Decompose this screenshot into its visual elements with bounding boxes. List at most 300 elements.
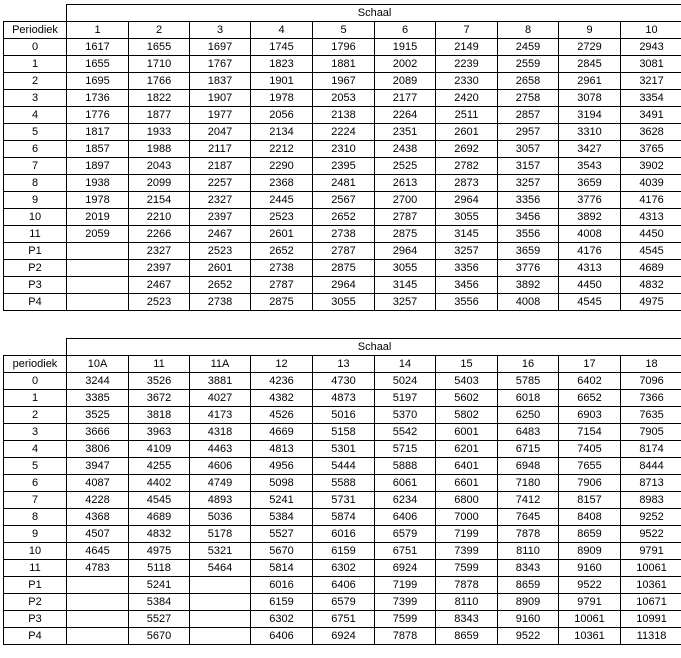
salary-cell: 5527 (129, 611, 190, 628)
salary-cell: 7905 (621, 424, 681, 441)
salary-cell: 1745 (251, 39, 313, 56)
salary-cell: 5602 (436, 390, 498, 407)
salary-cell: 4228 (67, 492, 129, 509)
salary-cell: 4507 (67, 526, 129, 543)
salary-cell: 1938 (67, 175, 129, 192)
salary-cell: 5321 (190, 543, 251, 560)
salary-cell: 4008 (559, 226, 621, 243)
salary-cell: 7180 (498, 475, 559, 492)
salary-cell: 5444 (313, 458, 375, 475)
salary-cell: 3776 (498, 260, 559, 277)
periodiek-label: 2 (4, 407, 67, 424)
salary-cell (190, 611, 251, 628)
salary-cell: 6751 (313, 611, 375, 628)
salary-cell: 2652 (251, 243, 313, 260)
salary-cell: 3818 (129, 407, 190, 424)
salary-cell: 1977 (190, 107, 251, 124)
salary-cell: 8983 (621, 492, 681, 509)
scale-column-header: 10A (67, 356, 129, 373)
salary-cell: 6751 (375, 543, 436, 560)
salary-cell: 7635 (621, 407, 681, 424)
salary-cell: 9791 (559, 594, 621, 611)
salary-cell: 3628 (621, 124, 681, 141)
salary-cell: 2857 (498, 107, 559, 124)
salary-cell: 2782 (436, 158, 498, 175)
table-row (4, 458, 681, 475)
periodiek-label: 9 (4, 526, 67, 543)
salary-cell: 4087 (67, 475, 129, 492)
table-row (4, 628, 681, 645)
salary-cell: 3543 (559, 158, 621, 175)
salary-cell: 1617 (67, 39, 129, 56)
salary-cell: 5016 (313, 407, 375, 424)
salary-cell: 4606 (190, 458, 251, 475)
scale-column-header: 10 (621, 22, 681, 39)
salary-cell: 2738 (190, 294, 251, 311)
salary-cell: 3385 (67, 390, 129, 407)
salary-cell: 6924 (375, 560, 436, 577)
salary-cell: 6406 (375, 509, 436, 526)
salary-cell: 1736 (67, 90, 129, 107)
salary-cell: 4975 (129, 543, 190, 560)
schaal-group-header: Schaal (67, 5, 681, 22)
salary-cell: 3217 (621, 73, 681, 90)
salary-cell: 6948 (498, 458, 559, 475)
periodiek-header: periodiek (4, 356, 67, 373)
periodiek-label: P2 (4, 594, 67, 611)
salary-cell: 10361 (621, 577, 681, 594)
salary-cell: 7599 (375, 611, 436, 628)
salary-cell: 2257 (190, 175, 251, 192)
salary-cell: 5241 (129, 577, 190, 594)
salary-cell: 3776 (559, 192, 621, 209)
table-row (4, 390, 681, 407)
salary-cell: 2525 (375, 158, 436, 175)
scale-column-header: 4 (251, 22, 313, 39)
table-row (4, 243, 681, 260)
salary-cell: 2264 (375, 107, 436, 124)
periodiek-label: 7 (4, 492, 67, 509)
salary-cell: 6001 (436, 424, 498, 441)
salary-cell (190, 577, 251, 594)
salary-cell: 8659 (559, 526, 621, 543)
scale-column-header: 11A (190, 356, 251, 373)
salary-cell: 5874 (313, 509, 375, 526)
salary-cell: 2567 (313, 192, 375, 209)
salary-cell: 2738 (251, 260, 313, 277)
salary-cell: 2943 (621, 39, 681, 56)
salary-cell: 3055 (313, 294, 375, 311)
salary-cell (67, 594, 129, 611)
salary-cell: 6406 (251, 628, 313, 645)
salary-cell: 3963 (129, 424, 190, 441)
salary-cell: 7096 (621, 373, 681, 390)
salary-cell: 8713 (621, 475, 681, 492)
salary-cell: 6016 (251, 577, 313, 594)
periodiek-label: 9 (4, 192, 67, 209)
table-row (4, 543, 681, 560)
salary-cell: 7199 (436, 526, 498, 543)
salary-cell: 4176 (621, 192, 681, 209)
periodiek-label: 1 (4, 56, 67, 73)
table-row (4, 594, 681, 611)
salary-cell: 6250 (498, 407, 559, 424)
salary-cell: 2438 (375, 141, 436, 158)
scale-column-header: 5 (313, 22, 375, 39)
salary-cell: 7199 (375, 577, 436, 594)
salary-cell: 2601 (251, 226, 313, 243)
periodiek-label: 8 (4, 175, 67, 192)
salary-cell: 4402 (129, 475, 190, 492)
scale-column-header: 12 (251, 356, 313, 373)
salary-cell: 2002 (375, 56, 436, 73)
salary-cell: 9160 (559, 560, 621, 577)
salary-cell: 10061 (621, 560, 681, 577)
salary-cell: 4176 (559, 243, 621, 260)
salary-cell: 11318 (621, 628, 681, 645)
salary-cell: 3947 (67, 458, 129, 475)
salary-cell: 8110 (436, 594, 498, 611)
salary-cell: 5785 (498, 373, 559, 390)
salary-cell: 7599 (436, 560, 498, 577)
salary-cell: 6159 (313, 543, 375, 560)
salary-cell: 2210 (129, 209, 190, 226)
salary-cell: 2445 (251, 192, 313, 209)
salary-cell: 3491 (621, 107, 681, 124)
salary-cell: 1822 (129, 90, 190, 107)
salary-cell (67, 260, 129, 277)
scale-column-header: 14 (375, 356, 436, 373)
salary-cell: 7366 (621, 390, 681, 407)
salary-cell: 3356 (436, 260, 498, 277)
periodiek-label: 0 (4, 39, 67, 56)
salary-cell: 3055 (375, 260, 436, 277)
salary-cell: 10361 (559, 628, 621, 645)
salary-cell: 4526 (251, 407, 313, 424)
periodiek-label: 11 (4, 560, 67, 577)
periodiek-label: 7 (4, 158, 67, 175)
salary-cell: 3672 (129, 390, 190, 407)
salary-cell: 3145 (436, 226, 498, 243)
salary-cell: 5197 (375, 390, 436, 407)
salary-cell: 2310 (313, 141, 375, 158)
salary-cell: 2019 (67, 209, 129, 226)
salary-cell: 4545 (129, 492, 190, 509)
salary-cell: 6234 (375, 492, 436, 509)
scale-column-header: 16 (498, 356, 559, 373)
salary-cell: 4689 (621, 260, 681, 277)
salary-cell: 3892 (498, 277, 559, 294)
salary-cell: 8110 (498, 543, 559, 560)
salary-cell: 4893 (190, 492, 251, 509)
salary-cell: 6302 (313, 560, 375, 577)
salary-cell: 3057 (498, 141, 559, 158)
salary-cell: 3244 (67, 373, 129, 390)
salary-cell: 5670 (251, 543, 313, 560)
salary-cell: 4236 (251, 373, 313, 390)
scale-column-header: 17 (559, 356, 621, 373)
periodiek-label: P4 (4, 628, 67, 645)
salary-cell: 5118 (129, 560, 190, 577)
salary-cell: 8157 (559, 492, 621, 509)
salary-cell: 4368 (67, 509, 129, 526)
salary-cell: 5301 (313, 441, 375, 458)
salary-cell: 4109 (129, 441, 190, 458)
salary-cell: 2089 (375, 73, 436, 90)
salary-cell: 4255 (129, 458, 190, 475)
periodiek-label: 4 (4, 441, 67, 458)
salary-scale-table-2 (3, 338, 681, 645)
salary-cell: 4450 (559, 277, 621, 294)
salary-cell: 5588 (313, 475, 375, 492)
salary-cell: 4975 (621, 294, 681, 311)
salary-cell: 7878 (375, 628, 436, 645)
salary-cell (67, 294, 129, 311)
salary-cell: 2964 (436, 192, 498, 209)
salary-cell: 2330 (436, 73, 498, 90)
salary-cell (190, 594, 251, 611)
salary-cell: 1978 (251, 90, 313, 107)
salary-cell: 2738 (313, 226, 375, 243)
salary-cell: 2964 (375, 243, 436, 260)
salary-cell: 7405 (559, 441, 621, 458)
periodiek-label: 11 (4, 226, 67, 243)
salary-cell: 2873 (436, 175, 498, 192)
salary-cell: 2875 (313, 260, 375, 277)
salary-cell: 3526 (129, 373, 190, 390)
salary-cell: 1655 (67, 56, 129, 73)
scale-column-header: 11 (129, 356, 190, 373)
salary-cell (67, 277, 129, 294)
salary-cell: 1901 (251, 73, 313, 90)
header-corner (4, 5, 67, 22)
salary-cell: 10061 (559, 611, 621, 628)
table-row (4, 107, 681, 124)
scale-column-header: 13 (313, 356, 375, 373)
salary-cell: 6302 (251, 611, 313, 628)
scale-column-header: 7 (436, 22, 498, 39)
salary-cell: 2177 (375, 90, 436, 107)
salary-cell: 2053 (313, 90, 375, 107)
salary-cell: 3257 (436, 243, 498, 260)
scale-column-header: 8 (498, 22, 559, 39)
table-row (4, 492, 681, 509)
salary-cell: 4318 (190, 424, 251, 441)
salary-cell: 4463 (190, 441, 251, 458)
salary-cell: 5731 (313, 492, 375, 509)
salary-cell: 6201 (436, 441, 498, 458)
salary-cell: 4749 (190, 475, 251, 492)
salary-cell: 6401 (436, 458, 498, 475)
salary-cell: 3666 (67, 424, 129, 441)
salary-cell: 2758 (498, 90, 559, 107)
scale-column-header: 3 (190, 22, 251, 39)
salary-cell: 7154 (559, 424, 621, 441)
salary-cell: 2957 (498, 124, 559, 141)
salary-cell: 1967 (313, 73, 375, 90)
salary-cell: 4783 (67, 560, 129, 577)
salary-cell: 6018 (498, 390, 559, 407)
table-row (4, 277, 681, 294)
salary-cell: 8343 (436, 611, 498, 628)
salary-cell: 6483 (498, 424, 559, 441)
salary-cell: 7655 (559, 458, 621, 475)
salary-cell: 4008 (498, 294, 559, 311)
salary-cell: 8444 (621, 458, 681, 475)
salary-cell: 2047 (190, 124, 251, 141)
salary-cell: 4689 (129, 509, 190, 526)
periodiek-label: 1 (4, 390, 67, 407)
salary-cell: 2134 (251, 124, 313, 141)
periodiek-label: P1 (4, 577, 67, 594)
salary-cell: 2692 (436, 141, 498, 158)
salary-cell: 4173 (190, 407, 251, 424)
table-row (4, 39, 681, 56)
salary-cell: 2658 (498, 73, 559, 90)
salary-cell: 2652 (190, 277, 251, 294)
scale-column-header: 9 (559, 22, 621, 39)
periodiek-label: P1 (4, 243, 67, 260)
table-row (4, 124, 681, 141)
salary-cell: 2397 (190, 209, 251, 226)
salary-cell: 2117 (190, 141, 251, 158)
salary-cell: 8909 (559, 543, 621, 560)
salary-cell: 1823 (251, 56, 313, 73)
salary-cell: 2059 (67, 226, 129, 243)
salary-cell: 5178 (190, 526, 251, 543)
salary-cell: 5670 (129, 628, 190, 645)
salary-cell: 1907 (190, 90, 251, 107)
salary-cell: 2368 (251, 175, 313, 192)
salary-cell: 2601 (190, 260, 251, 277)
salary-cell: 7878 (436, 577, 498, 594)
salary-cell: 2787 (251, 277, 313, 294)
salary-cell: 3257 (375, 294, 436, 311)
salary-cell: 4832 (129, 526, 190, 543)
periodiek-label: 8 (4, 509, 67, 526)
salary-cell: 7399 (375, 594, 436, 611)
salary-cell: 4873 (313, 390, 375, 407)
scale-column-header: 15 (436, 356, 498, 373)
periodiek-label: 5 (4, 458, 67, 475)
salary-cell: 6579 (375, 526, 436, 543)
salary-scale-table-1 (3, 4, 681, 311)
salary-cell: 2327 (129, 243, 190, 260)
salary-cell: 5542 (375, 424, 436, 441)
salary-cell: 5527 (251, 526, 313, 543)
salary-cell: 1767 (190, 56, 251, 73)
salary-cell: 5384 (251, 509, 313, 526)
salary-cell: 5802 (436, 407, 498, 424)
salary-cell: 3659 (559, 175, 621, 192)
table-row (4, 73, 681, 90)
salary-cell: 2154 (129, 192, 190, 209)
periodiek-label: 10 (4, 209, 67, 226)
salary-cell: 2523 (251, 209, 313, 226)
table-row (4, 560, 681, 577)
table-row (4, 373, 681, 390)
table-row (4, 424, 681, 441)
salary-cell: 5098 (251, 475, 313, 492)
salary-cell: 6800 (436, 492, 498, 509)
salary-cell: 2187 (190, 158, 251, 175)
salary-cell: 3456 (498, 209, 559, 226)
table-row (4, 192, 681, 209)
salary-cell: 3354 (621, 90, 681, 107)
salary-cell: 6579 (313, 594, 375, 611)
salary-cell: 3456 (436, 277, 498, 294)
periodiek-header: Periodiek (4, 22, 67, 39)
salary-cell: 7000 (436, 509, 498, 526)
periodiek-label: 0 (4, 373, 67, 390)
salary-cell: 9522 (621, 526, 681, 543)
table-row (4, 175, 681, 192)
salary-cell: 6924 (313, 628, 375, 645)
salary-cell: 2511 (436, 107, 498, 124)
salary-cell: 2523 (190, 243, 251, 260)
salary-cell: 3525 (67, 407, 129, 424)
table-row (4, 209, 681, 226)
salary-cell: 5814 (251, 560, 313, 577)
salary-cell: 10991 (621, 611, 681, 628)
salary-cell: 6715 (498, 441, 559, 458)
table-row (4, 56, 681, 73)
salary-cell: 1655 (129, 39, 190, 56)
salary-cell: 3257 (498, 175, 559, 192)
salary-cell: 4545 (621, 243, 681, 260)
salary-cell: 1837 (190, 73, 251, 90)
salary-cell: 2961 (559, 73, 621, 90)
salary-cell: 1776 (67, 107, 129, 124)
salary-cell: 3806 (67, 441, 129, 458)
salary-cell: 2420 (436, 90, 498, 107)
salary-cell: 3892 (559, 209, 621, 226)
salary-cell: 6406 (313, 577, 375, 594)
salary-cell: 4450 (621, 226, 681, 243)
salary-cell: 5158 (313, 424, 375, 441)
salary-cell: 6652 (559, 390, 621, 407)
salary-cell: 2964 (313, 277, 375, 294)
salary-cell: 9791 (621, 543, 681, 560)
salary-cell: 4313 (559, 260, 621, 277)
salary-cell: 2395 (313, 158, 375, 175)
salary-cell: 6061 (375, 475, 436, 492)
header-corner (4, 339, 67, 356)
salary-cell: 2652 (313, 209, 375, 226)
salary-cell: 5370 (375, 407, 436, 424)
salary-cell: 9252 (621, 509, 681, 526)
salary-cell: 3556 (498, 226, 559, 243)
salary-cell: 3427 (559, 141, 621, 158)
salary-cell: 5024 (375, 373, 436, 390)
table-row (4, 441, 681, 458)
salary-cell: 2467 (129, 277, 190, 294)
scale-column-header: 6 (375, 22, 436, 39)
salary-cell: 3157 (498, 158, 559, 175)
table-row (4, 226, 681, 243)
salary-cell: 1915 (375, 39, 436, 56)
salary-cell: 8659 (498, 577, 559, 594)
salary-cell: 7399 (436, 543, 498, 560)
salary-cell: 1897 (67, 158, 129, 175)
salary-cell: 4956 (251, 458, 313, 475)
salary-cell: 1766 (129, 73, 190, 90)
salary-cell: 4545 (559, 294, 621, 311)
salary-cell (67, 611, 129, 628)
salary-cell: 2467 (190, 226, 251, 243)
salary-cell: 8343 (498, 560, 559, 577)
salary-cell: 1697 (190, 39, 251, 56)
